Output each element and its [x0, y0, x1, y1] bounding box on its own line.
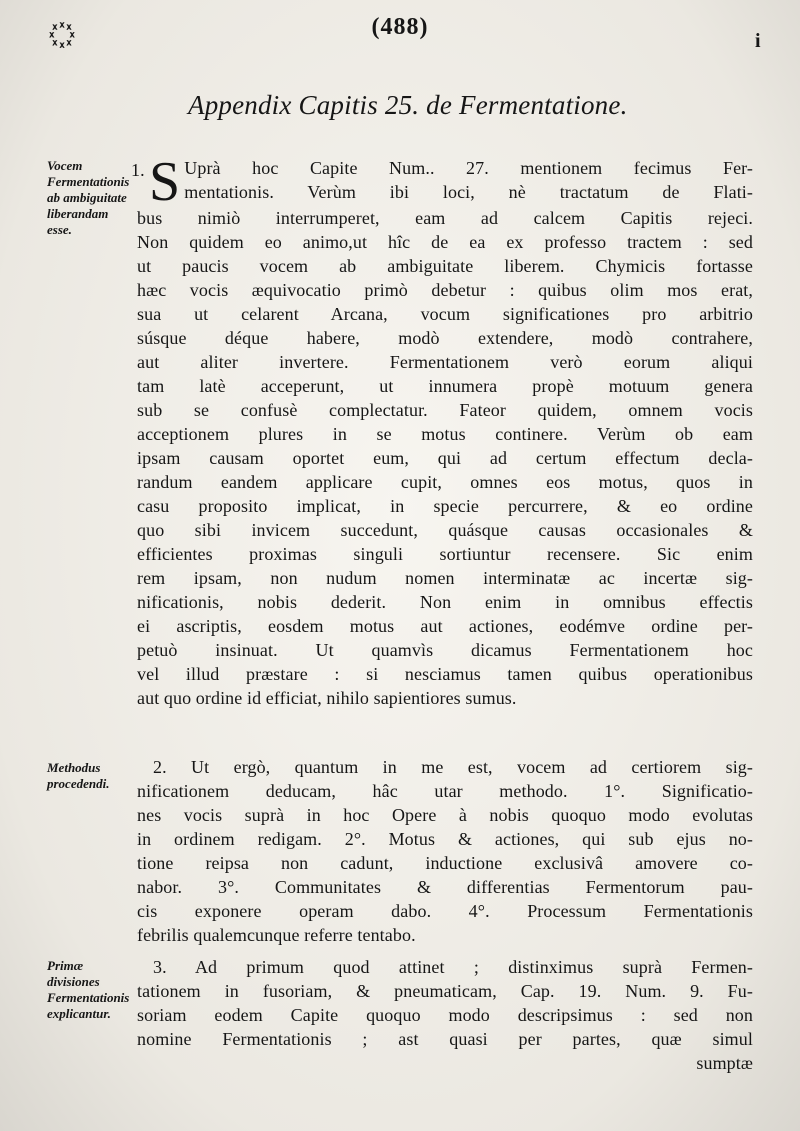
- text-line: casu proposito implicat, in specie percurrere, & eo ordine: [137, 496, 753, 516]
- text-line: nificationis, nobis dederit. Non enim in omnibus effectis: [137, 592, 753, 612]
- text-line: rem ipsam, non nudum nomen interminatæ ac incertæ sig-: [137, 568, 753, 588]
- margin-note: Vocem Fermentationis ab ambiguitate liberandam esse.: [47, 158, 130, 237]
- text-line: Uprà hoc Capite Num.. 27. mentionem fecimus Fer-: [184, 158, 753, 178]
- text-line: aut aliter invertere. Fermentationem verò eorum aliqui: [137, 352, 753, 372]
- text-line: nes vocis suprà in hoc Opere à nobis quoquo modo evolutas: [137, 805, 753, 825]
- text-line: ipsam causam oportet eum, qui ad certum effectum decla-: [137, 448, 753, 468]
- margin-note: Primæ divisiones Fermentationis explicantur.: [47, 958, 130, 1021]
- paragraph-number: 1.: [131, 160, 145, 180]
- paragraph: [131, 151, 753, 710]
- text-line: mentationis. Verùm ibi loci, nè tractatum de Flati-: [184, 182, 753, 202]
- text-line: 2. Ut ergò, quantum in me est, vocem ad certiorem sig-: [153, 757, 753, 777]
- catchword: sumptæ: [696, 1053, 753, 1073]
- text-line: ut paucis vocem ab ambiguitate liberem. Chymicis fortasse: [137, 256, 753, 276]
- text-line: randum eandem applicare cupit, omnes eos motus, quos in: [137, 472, 753, 492]
- text-line: tione reipsa non cadunt, inductione exclusivâ amovere co-: [137, 853, 753, 873]
- text-line: nabor. 3°. Communitates & differentias Fermentorum pau-: [137, 877, 753, 897]
- text-line: nomine Fermentationis ; ast quasi per partes, quæ simul: [137, 1029, 753, 1049]
- text-line: petuò insinuat. Ut quamvìs dicamus Fermentationem hoc: [137, 640, 753, 660]
- drop-cap: S: [149, 151, 181, 213]
- text-line: aut quo ordine id efficiat, nihilo sapientiores sumus.: [137, 688, 517, 708]
- paragraph: [137, 955, 753, 1075]
- margin-note: Methodus procedendi.: [47, 760, 110, 791]
- text-line: hæc vocis æquivocatio primò debetur : quibus olim mos erat,: [137, 280, 753, 300]
- text-line: sub se confusè complectatur. Fateor quidem, omnem vocis: [137, 400, 753, 420]
- text-line: 3. Ad primum quod attinet ; distinximus suprà Fermen-: [153, 957, 753, 977]
- text-line: bus nimiò interrumperet, eam ad calcem Capitis rejeci.: [137, 208, 753, 228]
- page-number: (488): [371, 14, 429, 40]
- text-line: in ordinem redigam. 2°. Motus & actiones, qui sub ejus no-: [137, 829, 753, 849]
- text-line: nificationem deducam, hâc utar methodo. 1°. Significatio-: [137, 781, 753, 801]
- paragraph: [137, 755, 753, 947]
- text-line: acceptionem plures in se motus continere. Verùm ob eam: [137, 424, 753, 444]
- text-line: tam latè acceperunt, ut innumera propè motuum genera: [137, 376, 753, 396]
- text-line: vel illud præstare : si nesciamus tamen quibus operationibus: [137, 664, 753, 684]
- text-line: quo sibi invicem succedunt, quásque causas occasionales &: [137, 520, 753, 540]
- corner-mark-right: i: [755, 30, 761, 52]
- text-line: Non quidem eo animo,ut hîc de ea ex professo tractem : sed: [137, 232, 753, 252]
- text-line: tationem in fusoriam, & pneumaticam, Cap. 19. Num. 9. Fu-: [137, 981, 753, 1001]
- text-line: efficientes proximas singuli sortiuntur recensere. Sic enim: [137, 544, 753, 564]
- text-line: soriam eodem Capite quoquo modo descripsimus : sed non: [137, 1005, 753, 1025]
- text-line: súsque déque habere, modò extendere, modò contrahere,: [137, 328, 753, 348]
- bleed-through-texture: [470, 62, 474, 80]
- page-title: Appendix Capitis 25. de Fermentatione.: [188, 90, 628, 120]
- text-line: ei ascriptis, eosdem motus aut actiones, eodémve ordine per-: [137, 616, 753, 636]
- text-line: sua ut celarent Arcana, vocum significationes pro arbitrio: [137, 304, 753, 324]
- text-line: cis exponere operam dabo. 4°. Processum Fermentationis: [137, 901, 753, 921]
- text-line: febrilis qualemcunque referre tentabo.: [137, 925, 416, 945]
